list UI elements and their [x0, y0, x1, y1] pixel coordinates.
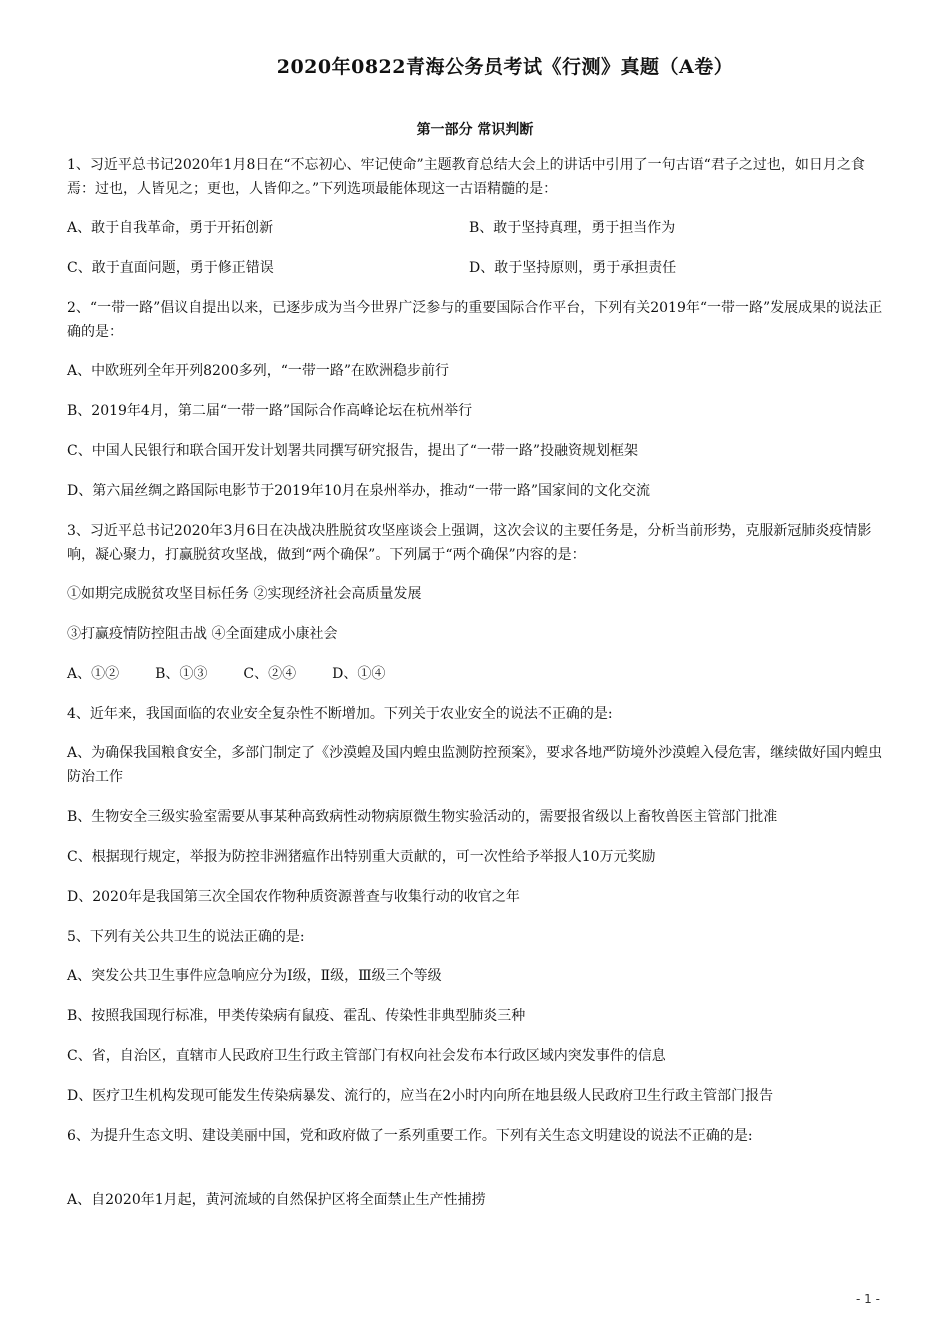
- page-number: - 1 -: [856, 1292, 880, 1306]
- question-3-option-c: C、②④: [243, 666, 297, 682]
- question-2-stem: 2、“一带一路”倡议自提出以来，已逐步成为当今世界广泛参与的重要国际合作平台，下列有关2019年“一带一路”发展成果的说法正确的是：: [67, 300, 883, 340]
- question-4-option-d: D、2020年是我国第三次全国农作物种质资源普查与收集行动的收官之年: [67, 889, 520, 905]
- question-3-stem: 3、习近平总书记2020年3月6日在决战决胜脱贫攻坚座谈会上强调，这次会议的主要任务是，分析当前形势，克服新冠肺炎疫情影响，凝心聚力，打赢脱贫攻坚战，做到“两个确保”。下列属于“两个确保”内容的是：: [67, 523, 872, 563]
- question-4-option-b: B、生物安全三级实验室需要从事某种高致病性动物病原微生物实验活动的，需要报省级以上畜牧兽医主管部门批准: [67, 809, 778, 825]
- question-3-items-line-2: ③打赢疫情防控阻击战 ④全面建成小康社会: [67, 626, 338, 642]
- question-3-options: [67, 662, 887, 686]
- question-1-options-row-1: [67, 216, 887, 240]
- question-2-option-a: A、中欧班列全年开列8200多列，“一带一路”在欧洲稳步前行: [67, 363, 450, 379]
- question-5-option-c: C、省，自治区，直辖市人民政府卫生行政主管部门有权向社会发布本行政区域内突发事件的信息: [67, 1048, 666, 1064]
- question-3-option-a: A、①②: [67, 666, 120, 682]
- question-1-options-row-2: [67, 256, 887, 280]
- question-6-option-a: A、自2020年1月起，黄河流域的自然保护区将全面禁止生产性捕捞: [67, 1192, 486, 1208]
- question-1-option-c: C、敢于直面问题，勇于修正错误: [67, 260, 274, 276]
- question-2-option-b: B、2019年4月，第二届“一带一路”国际合作高峰论坛在杭州举行: [67, 403, 473, 419]
- section-heading: 第一部分 常识判断: [416, 122, 534, 138]
- question-4-stem: 4、近年来，我国面临的农业安全复杂性不断增加。下列关于农业安全的说法不正确的是:: [67, 706, 613, 722]
- question-3-option-b: B、①③: [155, 666, 208, 682]
- question-1-stem: 1、习近平总书记2020年1月8日在“不忘初心、牢记使命”主题教育总结大会上的讲话中引用了一句古语“君子之过也，如日月之食焉：过也，人皆见之；更也，人皆仰之。”下列选项最能体现这一古语精髓的是：: [67, 157, 865, 197]
- document-title: 2020年0822青海公务员考试《行测》真题（A卷）: [276, 56, 734, 78]
- question-3-items-line-1: ①如期完成脱贫攻坚目标任务 ②实现经济社会高质量发展: [67, 586, 422, 602]
- question-1-option-b: B、敢于坚持真理，勇于担当作为: [469, 220, 676, 236]
- question-2-option-c: C、中国人民银行和联合国开发计划署共同撰写研究报告，提出了“一带一路”投融资规划框架: [67, 443, 639, 459]
- question-6-stem: 6、为提升生态文明、建设美丽中国，党和政府做了一系列重要工作。下列有关生态文明建设的说法不正确的是:: [67, 1128, 753, 1144]
- question-5-option-a: A、突发公共卫生事件应急响应分为Ⅰ级，Ⅱ级，Ⅲ级三个等级: [67, 968, 442, 984]
- question-4-option-a: A、为确保我国粮食安全，多部门制定了《沙漠蝗及国内蝗虫监测防控预案》，要求各地严防境外沙漠蝗入侵危害，继续做好国内蝗虫防治工作: [67, 745, 883, 785]
- question-3-option-d: D、①④: [332, 666, 386, 682]
- question-1-option-a: A、敢于自我革命，勇于开拓创新: [67, 220, 274, 236]
- question-4-option-c: C、根据现行规定，举报为防控非洲猪瘟作出特别重大贡献的，可一次性给予举报人10万元奖励: [67, 849, 656, 865]
- question-5-stem: 5、下列有关公共卫生的说法正确的是:: [67, 929, 305, 945]
- question-5-option-d: D、医疗卫生机构发现可能发生传染病暴发、流行的，应当在2小时内向所在地县级人民政府卫生行政主管部门报告: [67, 1088, 774, 1104]
- question-1-option-d: D、敢于坚持原则，勇于承担责任: [469, 260, 677, 276]
- question-2-option-d: D、第六届丝绸之路国际电影节于2019年10月在泉州举办，推动“一带一路”国家间的文化交流: [67, 483, 650, 499]
- question-5-option-b: B、按照我国现行标准，甲类传染病有鼠疫、霍乱、传染性非典型肺炎三种: [67, 1008, 526, 1024]
- document-body: [67, 153, 887, 1228]
